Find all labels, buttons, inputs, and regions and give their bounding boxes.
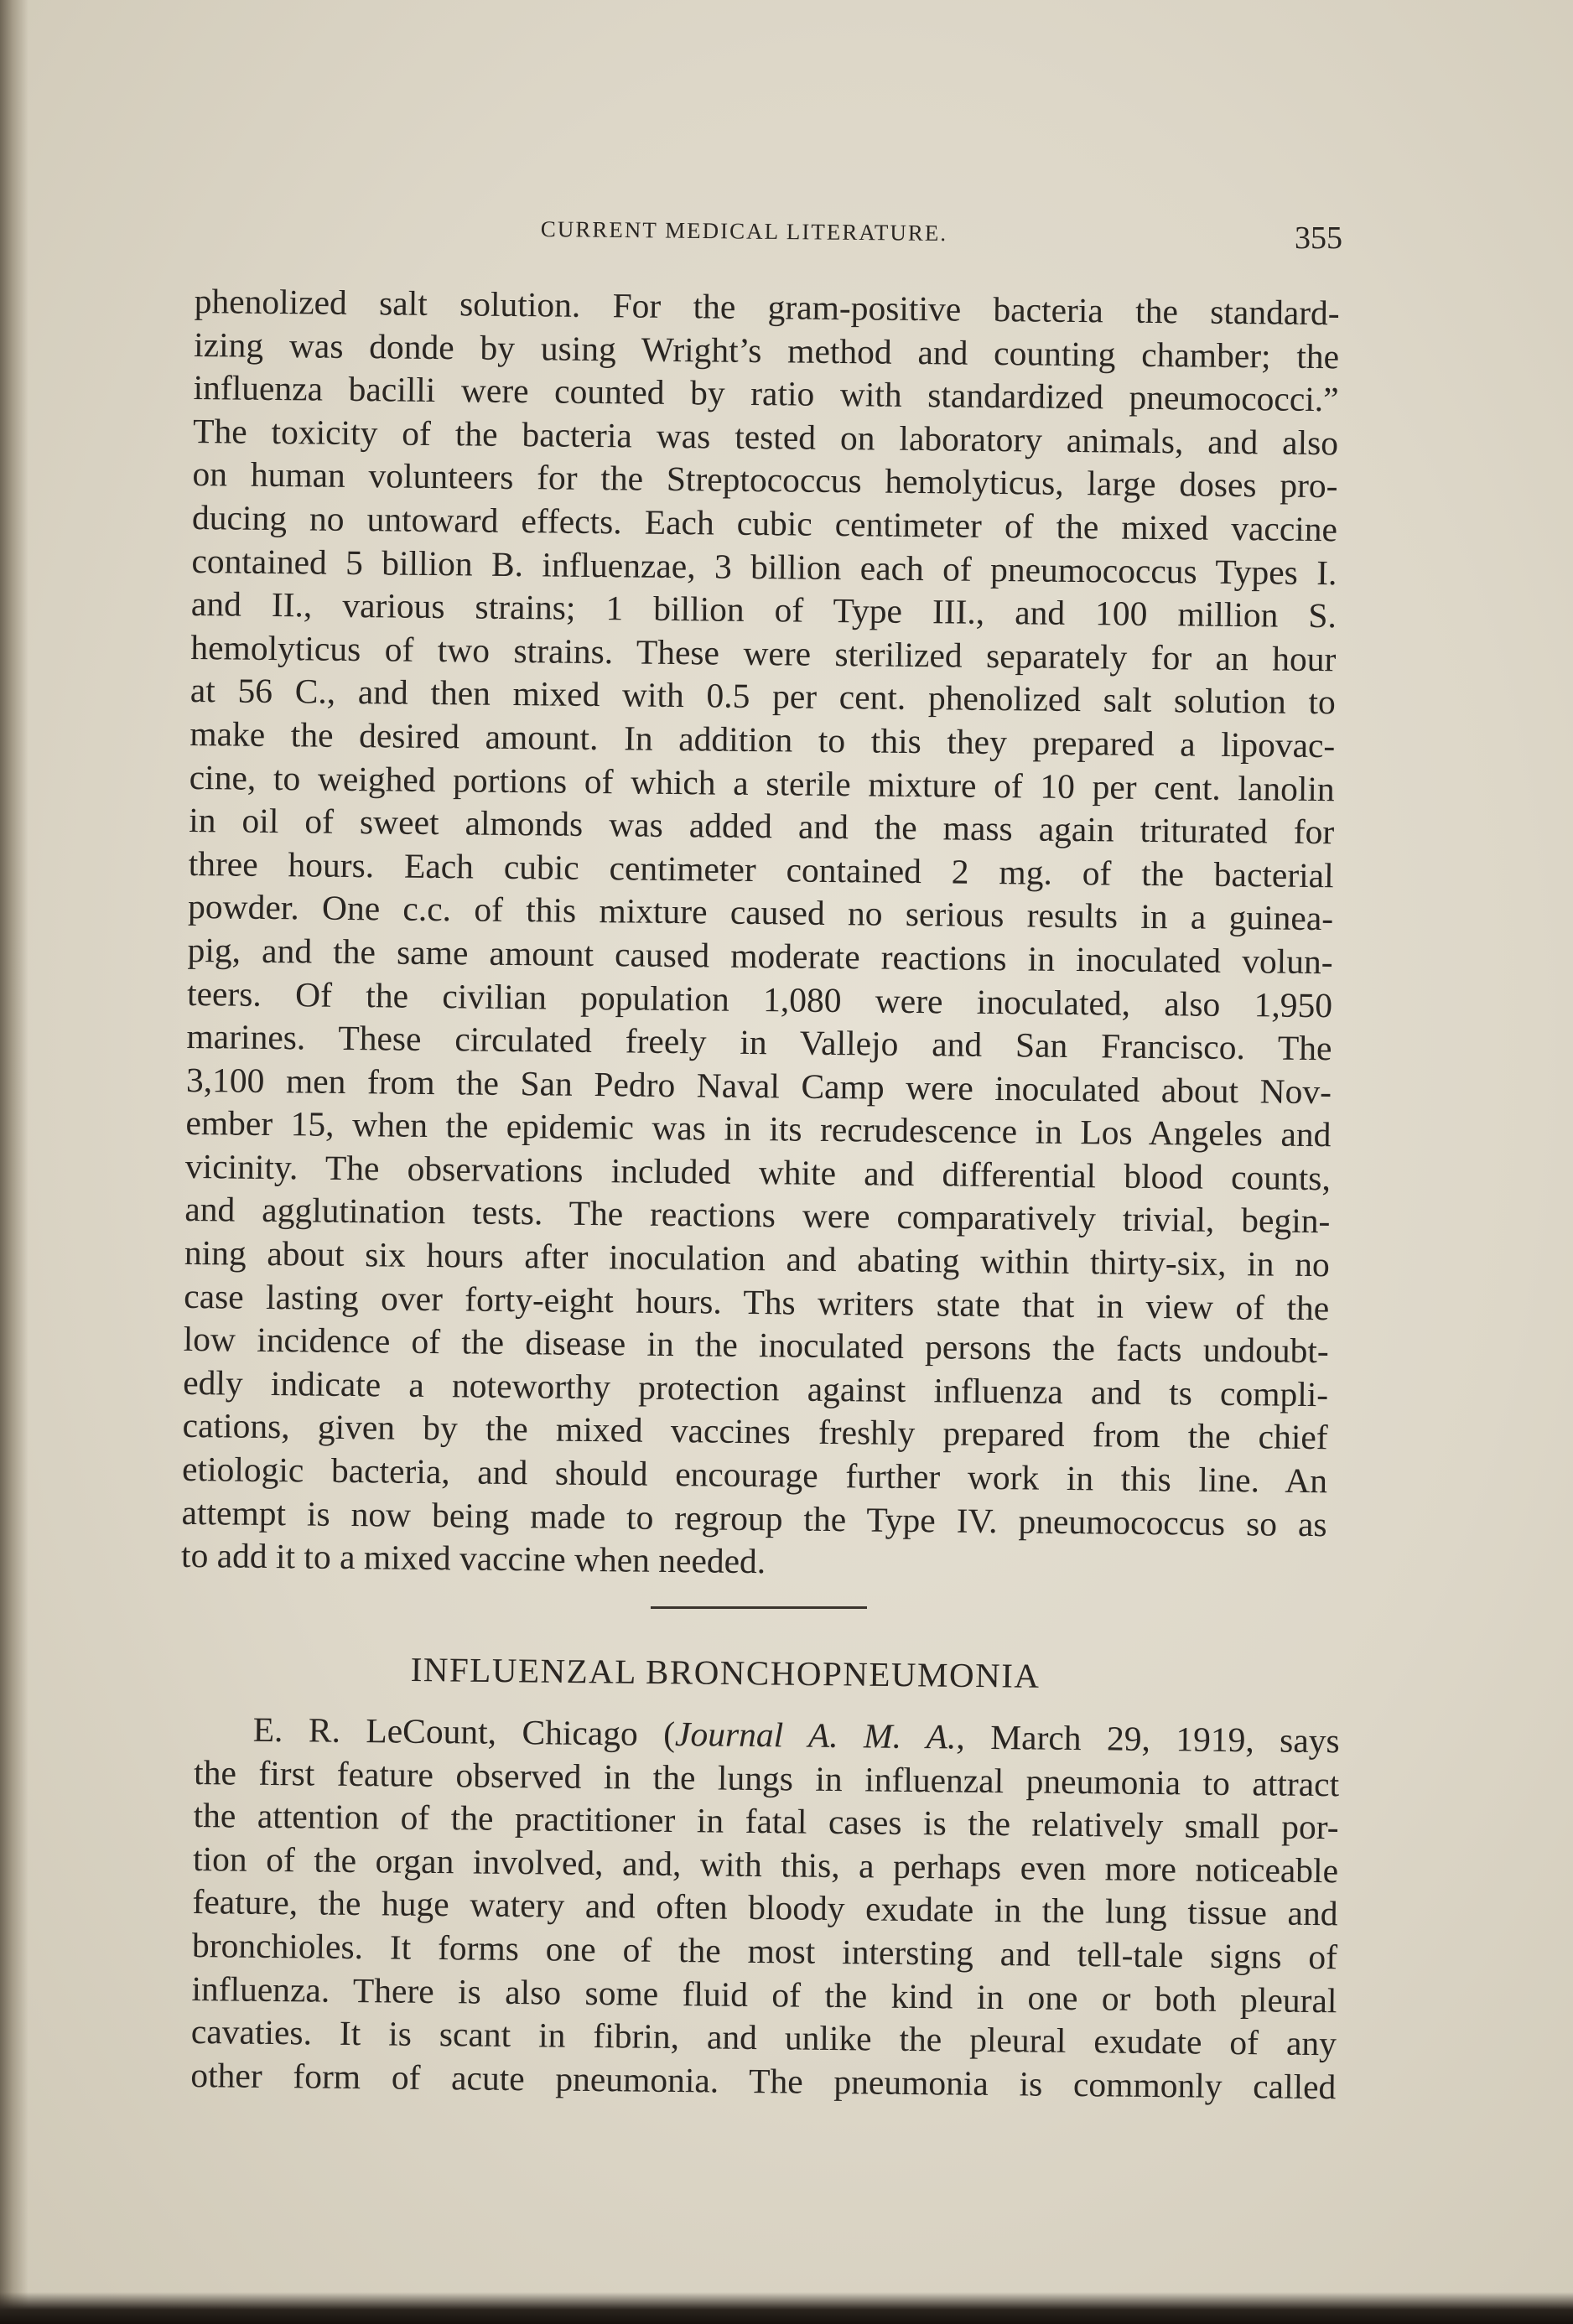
page-number: 355 — [1295, 220, 1342, 256]
text-line: izing was donde by using Wright’s method and counting chamber; the — [193, 324, 1340, 376]
text-line: The toxicity of the bacteria was tested on laboratory animals, and also — [192, 411, 1339, 463]
text-line: powder. One c.c. of this mixture caused no serious results in a guinea- — [187, 887, 1334, 938]
paragraph-influenzal-bronchopneumonia — [190, 1708, 1340, 2109]
text-line: ducing no untoward effects. Each cubic centimeter of the mixed vaccine — [191, 497, 1338, 549]
text-line: make the desired amount. In addition to this they prepared a lipovac- — [189, 713, 1336, 765]
citation-author: E. R. LeCount, Chicago ( — [252, 1709, 676, 1754]
section-divider — [651, 1606, 867, 1609]
text-line: at 56 C., and then mixed with 0.5 per cent. phenolized salt solution to — [189, 671, 1337, 722]
text-line: on human volunteers for the Streptococcus hemolyticus, large doses pro- — [192, 454, 1338, 506]
text-line: influenza. There is also some fluid of the kind in one or both pleural — [191, 1969, 1337, 2020]
text-line: bronchioles. It forms one of the most intersting and tell-tale signs of — [191, 1925, 1338, 1977]
text-line: edly indicate a noteworthy protection against influenza and ts compli- — [182, 1362, 1329, 1414]
running-head: CURRENT MEDICAL LITERATURE. — [540, 216, 948, 246]
text-line: cavaties. It is scant in fibrin, and unlike the pleural exudate of any — [190, 2012, 1337, 2063]
text-line: and agglutination tests. The reactions were comparatively trivial, begin- — [184, 1190, 1331, 1241]
text-line: hemolyticus of two strains. These were sterilized separately for an hour — [190, 627, 1337, 679]
text-line: marines. These circulated freely in Vallejo and San Francisco. The — [186, 1017, 1332, 1068]
text-line: the attention of the practitioner in fatal cases is the relatively small por- — [193, 1796, 1339, 1847]
journal-title: Journal A. M. A. — [674, 1714, 957, 1756]
text-line: phenolized salt solution. For the gram-positive bacteria the standard- — [194, 281, 1340, 333]
text-line: the first feature observed in the lungs in influenzal pneumonia to attract — [193, 1752, 1340, 1803]
text-line: case lasting over forty-eight hours. Ths writers state that in view of the — [184, 1276, 1330, 1327]
page-bottom-edge — [0, 2292, 1573, 2324]
text-line: 3,100 men from the San Pedro Naval Camp were inoculated about Nov- — [185, 1060, 1332, 1111]
text-line: in oil of sweet almonds was added and the mass again triturated for — [189, 801, 1335, 852]
text-line: other form of acute pneumonia. The pneumonia is commonly called — [190, 2055, 1337, 2107]
text-line: vicinity. The observations included white and differential blood counts, — [184, 1146, 1332, 1198]
text-line: to add it to a mixed vaccine when needed. — [180, 1536, 766, 1581]
binding-shadow — [0, 0, 29, 2324]
text-line: ning about six hours after inoculation and abating within thirty-six, in no — [184, 1233, 1331, 1284]
section-heading: INFLUENZAL BRONCHOPNEUMONIA — [410, 1650, 1041, 1695]
citation-date: , March 29, 1919, says — [956, 1717, 1340, 1761]
text-line: ember 15, when the epidemic was in its recrudescence in Los Angeles and — [185, 1103, 1332, 1154]
paragraph-indent — [195, 1740, 253, 1741]
text-line: low incidence of the disease in the inoculated persons the facts undoubt- — [183, 1320, 1329, 1371]
text-line: pig, and the same amount caused moderate reactions in inoculated volun- — [187, 930, 1333, 982]
text-line: and II., various strains; 1 billion of Type III., and 100 million S. — [190, 584, 1337, 635]
text-line: etiologic bacteria, and should encourage further work in this line. An — [181, 1449, 1328, 1501]
text-line: three hours. Each cubic centimeter contained 2 mg. of the bacterial — [188, 843, 1334, 895]
text-line: teers. Of the civilian population 1,080 were inoculated, also 1,950 — [186, 973, 1333, 1025]
text-line: attempt is now being made to regroup the Type IV. pneumococcus so as — [181, 1492, 1327, 1543]
text-line: influenza bacilli were counted by ratio with standardized pneumococci.” — [193, 368, 1339, 419]
text-line: cine, to weighed portions of which a sterile mixture of 10 per cent. lanolin — [189, 757, 1335, 808]
text-line: feature, the huge watery and often bloody exudate in the lung tissue and — [192, 1882, 1338, 1933]
text-line: contained 5 billion B. influenzae, 3 billion each of pneumococcus Types I. — [191, 541, 1337, 592]
paragraph-vaccine-study — [181, 280, 1340, 1590]
text-line: tion of the organ involved, and, with this, a perhaps even more noticeable — [192, 1839, 1339, 1891]
text-line: cations, given by the mixed vaccines freshly prepared from the chief — [182, 1406, 1328, 1457]
